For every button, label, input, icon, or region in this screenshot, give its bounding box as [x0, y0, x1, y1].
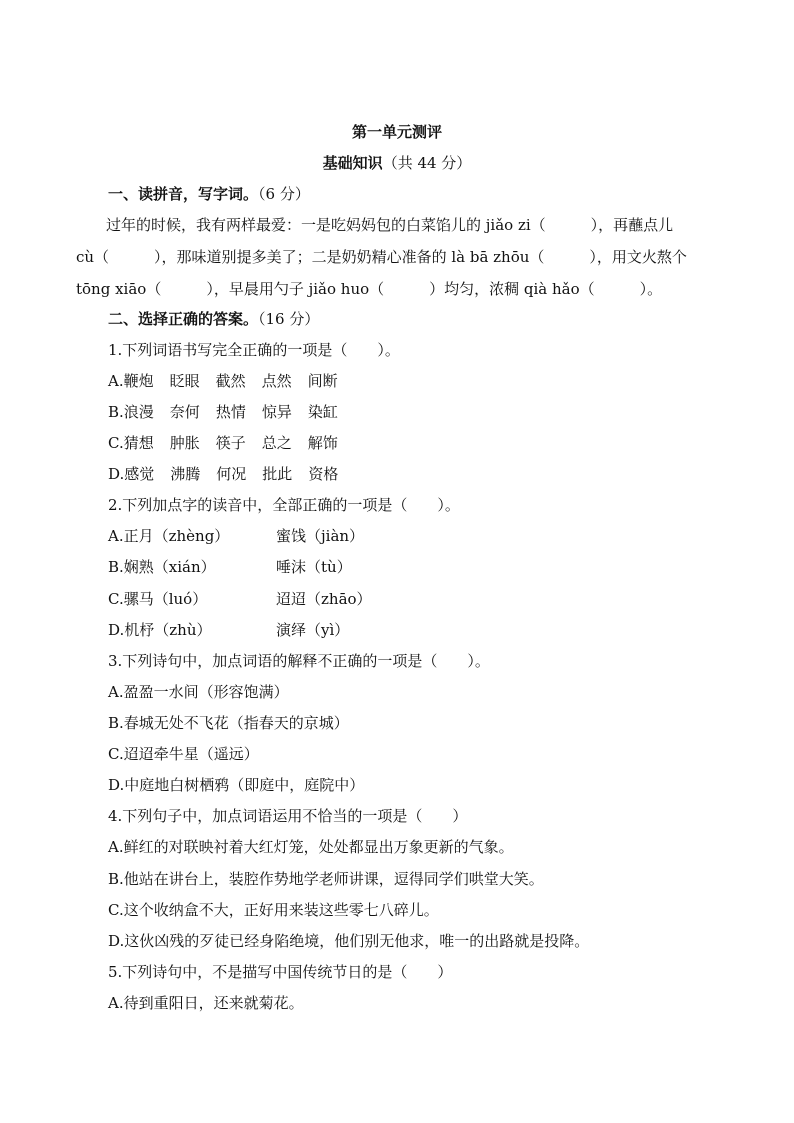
question-2-stem: 2.下列加点字的读音中，全部正确的一项是（ ）。	[108, 496, 460, 514]
question-3-option-d: D.中庭地白树栖鸦（即庭中，庭院中）	[108, 776, 365, 794]
word: 间断	[307, 372, 338, 390]
pinyin-item-2: 演绎（yì）	[276, 621, 350, 639]
section-1-title: 一、读拼音，写字词。	[108, 185, 259, 203]
section-2-points: （16 分）	[258, 310, 320, 328]
word: C.猜想	[108, 434, 154, 452]
question-4-option-c: C.这个收纳盒不大，正好用来装这些零七八碎儿。	[108, 901, 439, 919]
question-1-option-d	[108, 463, 354, 484]
pinyin-item-2: 迢迢（zhāo）	[276, 590, 372, 608]
question-4-option-d: D.这伙凶残的歹徒已经身陷绝境，他们别无他求，唯一的出路就是投降。	[108, 932, 590, 950]
word: 资格	[308, 465, 339, 483]
question-3-stem: 3.下列诗句中，加点词语的解释不正确的一项是（ ）。	[108, 652, 490, 670]
word: A.鞭炮	[108, 372, 154, 390]
section-1-heading	[108, 183, 310, 204]
page-subtitle	[0, 152, 794, 173]
word: 肿胀	[169, 434, 200, 452]
question-1-option-c	[108, 432, 354, 453]
page-title: 第一单元测评	[351, 123, 442, 141]
question-5-option-a: A.待到重阳日，还来就菊花。	[108, 994, 304, 1012]
word: 惊异	[261, 403, 292, 421]
pinyin-item-1: B.娴熟（xián）	[108, 558, 216, 576]
question-1-option-a	[108, 370, 354, 391]
pinyin-item-2: 蜜饯（jiàn）	[276, 527, 365, 545]
question-2-option-a	[108, 525, 408, 546]
question-2-option-b	[108, 556, 408, 577]
word: 筷子	[215, 434, 246, 452]
word: 解饰	[307, 434, 338, 452]
pinyin-item-1: C.骡马（luó）	[108, 590, 208, 608]
pinyin-item-2: 唾沫（tù）	[276, 558, 352, 576]
section-1-line-2: cù（ ），那味道别提多美了；二是奶奶精心准备的 là bā zhōu（ ），用文火熬个	[76, 248, 687, 266]
word: 染缸	[307, 403, 338, 421]
section-1-line-1: 过年的时候，我有两样最爱：一是吃妈妈包的白菜馅儿的 jiǎo zi（ ），再蘸点儿	[76, 216, 674, 234]
question-4-option-b: B.他站在讲台上，装腔作势地学老师讲课，逗得同学们哄堂大笑。	[108, 870, 544, 888]
word: B.浪漫	[108, 403, 154, 421]
pinyin-item-1: D.机杼（zhù）	[108, 621, 212, 639]
word: 沸腾	[170, 465, 201, 483]
word: 总之	[261, 434, 292, 452]
section-2-title: 二、选择正确的答案。	[108, 310, 259, 328]
word: 何况	[216, 465, 247, 483]
question-1-stem: 1.下列词语书写完全正确的一项是（ ）。	[108, 341, 400, 359]
word: 奈何	[169, 403, 200, 421]
word: 眨眼	[169, 372, 200, 390]
subtitle-main: 基础知识	[322, 154, 383, 172]
question-4-option-a: A.鲜红的对联映衬着大红灯笼，处处都显出万象更新的气象。	[108, 838, 514, 856]
section-2-heading	[108, 308, 319, 329]
question-2-option-d	[108, 619, 408, 640]
word: 截然	[215, 372, 246, 390]
question-3-option-c: C.迢迢牵牛星（遥远）	[108, 745, 259, 763]
pinyin-item-1: A.正月（zhèng）	[108, 527, 230, 545]
question-1-option-b	[108, 401, 354, 422]
question-3-option-b: B.春城无处不飞花（指春天的京城）	[108, 714, 349, 732]
subtitle-points: （共 44 分）	[382, 154, 472, 172]
section-1-line-3: tōng xiāo（ ），早晨用勺子 jiǎo huo（ ）均匀，浓稠 qià hǎo（ ）。	[76, 280, 663, 298]
word: 点然	[261, 372, 292, 390]
question-4-stem: 4.下列句子中，加点词语运用不恰当的一项是（ ）	[108, 807, 468, 825]
question-5-stem: 5.下列诗句中，不是描写中国传统节日的是（ ）	[108, 963, 453, 981]
word: 批此	[262, 465, 293, 483]
word: 热情	[215, 403, 246, 421]
question-2-option-c	[108, 588, 408, 609]
word: D.感觉	[108, 465, 155, 483]
question-3-option-a: A.盈盈一水间（形容饱满）	[108, 683, 289, 701]
section-1-points: （6 分）	[258, 185, 310, 203]
